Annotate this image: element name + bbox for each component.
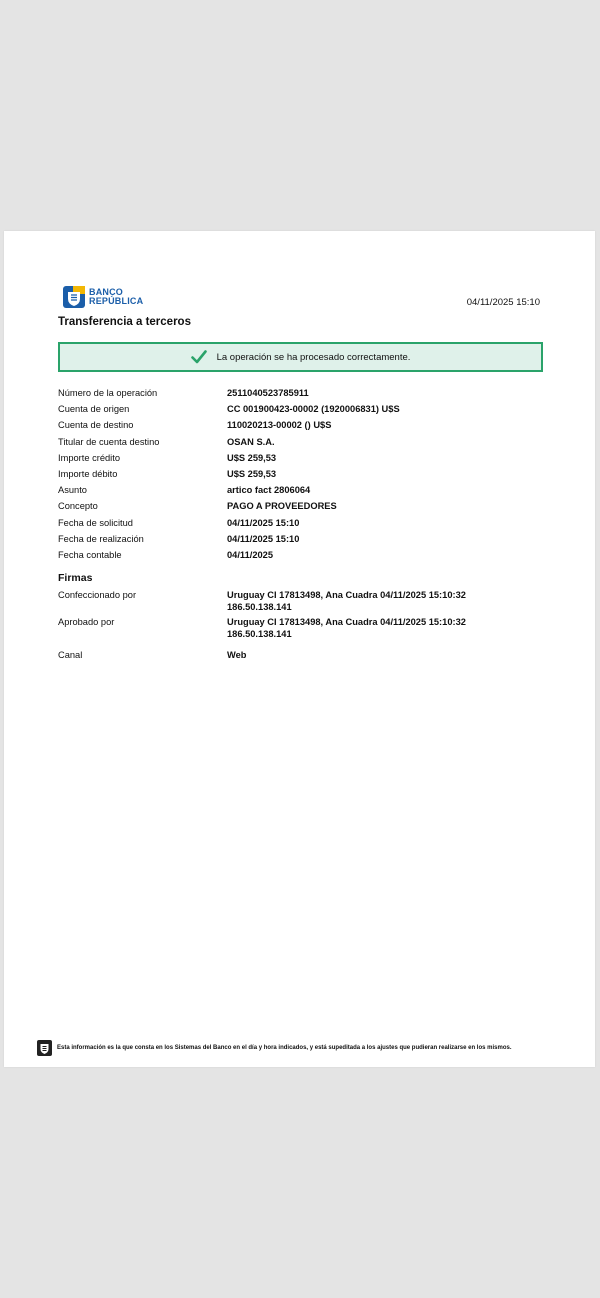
detail-value: 110020213-00002 () U$S: [227, 420, 332, 431]
detail-value: U$S 259,53: [227, 468, 277, 479]
bank-name-line1: BANCO: [89, 287, 123, 297]
bank-name-line2: REPÚBLICA: [89, 296, 144, 306]
detail-value: PAGO A PROVEEDORES: [227, 501, 337, 512]
detail-label: Concepto: [58, 501, 98, 512]
bank-shield-icon: [37, 1040, 52, 1056]
page-title: Transferencia a terceros: [58, 316, 191, 328]
detail-row-concept: [58, 500, 538, 516]
detail-value: artico fact 2806064: [227, 485, 311, 496]
success-message: La operación se ha procesado correctamente.: [216, 351, 411, 363]
detail-row-credit-amount: [58, 452, 538, 468]
detail-row-execution-date: [58, 533, 538, 549]
detail-row-destination-holder: [58, 436, 538, 452]
detail-row-destination-account: [58, 419, 538, 435]
detail-value: CC 001900423-00002 (1920006831) U$S: [227, 404, 400, 415]
detail-value: 04/11/2025 15:10: [227, 533, 300, 544]
detail-label: Importe débito: [58, 468, 118, 479]
footer: [37, 1040, 512, 1056]
signature-line1: Uruguay CI 17813498, Ana Cuadra 04/11/2025 15:10:32: [227, 590, 466, 600]
detail-label: Fecha de solicitud: [58, 517, 133, 528]
detail-label: Fecha contable: [58, 549, 122, 560]
channel-value: Web: [227, 650, 247, 660]
header-date: 04/11/2025 15:10: [466, 297, 540, 308]
bank-shield-icon: [63, 286, 85, 308]
bank-name: [89, 288, 143, 306]
detail-value: U$S 259,53: [227, 452, 277, 463]
detail-value: 2511040523785911: [227, 388, 309, 398]
success-banner: [58, 342, 543, 372]
detail-label: Importe crédito: [58, 452, 121, 463]
operation-details: [58, 387, 538, 565]
detail-label: Titular de cuenta destino: [58, 436, 160, 447]
detail-row-request-date: [58, 517, 538, 533]
signature-line1: Uruguay CI 17813498, Ana Cuadra 04/11/2025 15:10:32: [227, 617, 466, 627]
signature-line2: 186.50.138.141: [227, 628, 292, 639]
detail-label: Asunto: [58, 485, 87, 496]
detail-label: Número de la operación: [58, 388, 158, 398]
signature-value: [227, 590, 466, 613]
footer-disclaimer: Esta información es la que consta en los Sistemas del Banco en el día y hora indicados, y está supeditada a los ajustes que pudieran realizarse en los mismos.: [57, 1045, 512, 1051]
receipt-page: [4, 231, 595, 1067]
signature-label: Aprobado por: [58, 617, 115, 627]
signature-line2: 186.50.138.141: [227, 601, 292, 612]
detail-row-operation-number: [58, 387, 538, 403]
signatures-title: Firmas: [58, 572, 93, 584]
detail-value: 04/11/2025: [227, 549, 274, 560]
detail-label: Cuenta de destino: [58, 420, 134, 431]
detail-label: Cuenta de origen: [58, 404, 130, 415]
signature-label: Confeccionado por: [58, 590, 137, 600]
channel-label: Canal: [58, 650, 83, 660]
channel-row: [58, 650, 538, 662]
detail-label: Fecha de realización: [58, 533, 144, 544]
detail-row-origin-account: [58, 403, 538, 419]
detail-value: 04/11/2025 15:10: [227, 517, 300, 528]
detail-row-subject: [58, 484, 538, 500]
signature-value: [227, 617, 466, 640]
detail-row-accounting-date: [58, 549, 538, 565]
checkmark-icon: [191, 349, 207, 365]
signature-prepared: [58, 590, 538, 613]
detail-value: OSAN S.A.: [227, 436, 275, 447]
bank-logo: [63, 286, 143, 308]
signature-approved: [58, 617, 538, 640]
detail-row-debit-amount: [58, 468, 538, 484]
